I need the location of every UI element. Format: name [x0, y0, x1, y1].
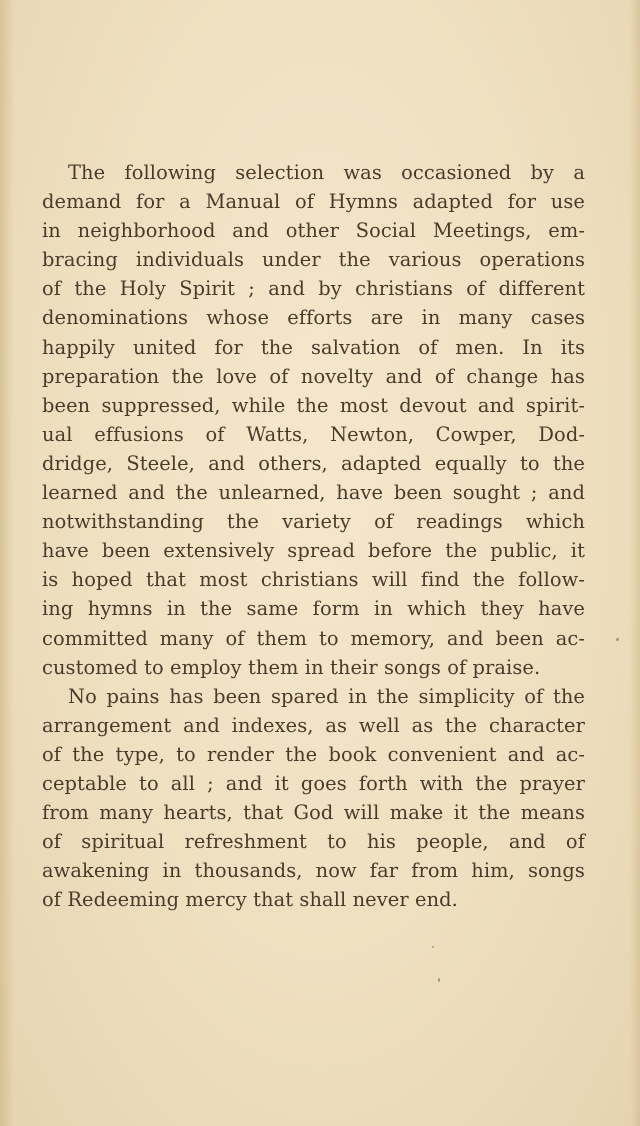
text-line: The following selection was occasioned by a [68, 161, 585, 184]
text-line: in neighborhood and other Social Meetings, em- [42, 219, 585, 243]
text-line: denominations whose efforts are in many cases [42, 306, 585, 330]
text-line: of the Holy Spirit ; and by christians of different [42, 277, 585, 301]
paper-speck [438, 978, 440, 982]
text-line: customed to employ them in their songs of praise. [42, 655, 541, 679]
text-line: awakening in thousands, now far from him, songs [42, 859, 585, 883]
text-line: dridge, Steele, and others, adapted equally to the [42, 451, 585, 475]
text-line: demand for a Manual of Hymns adapted for use [42, 190, 585, 214]
paper-speck [432, 946, 434, 948]
text-line: ceptable to all ; and it goes forth with the prayer [42, 771, 585, 795]
text-line: of the type, to render the book convenient and ac- [42, 742, 585, 766]
text-line: is hoped that most christians will find the follow- [42, 568, 585, 592]
preface-text [42, 158, 585, 914]
text-line: ual effusions of Watts, Newton, Cowper, Dod- [42, 422, 585, 446]
text-line: happily united for the salvation of men. In its [42, 335, 585, 359]
text-line: preparation the love of novelty and of change has [42, 364, 585, 388]
text-line: been suppressed, while the most devout and spirit- [42, 393, 585, 417]
text-line: No pains has been spared in the simplicity of the [68, 684, 585, 708]
text-line: notwithstanding the variety of readings which [42, 510, 585, 534]
text-line: arrangement and indexes, as well as the character [42, 713, 585, 737]
text-line: learned and the unlearned, have been sought ; and [42, 481, 585, 505]
text-line: of spiritual refreshment to his people, and of [42, 830, 585, 854]
paper-speck [616, 638, 619, 641]
text-line: from many hearts, that God will make it the means [42, 801, 585, 825]
text-line: committed many of them to memory, and been ac- [42, 626, 585, 650]
text-line: bracing individuals under the various operations [42, 248, 585, 272]
text-line: of Redeeming mercy that shall never end. [42, 888, 458, 912]
text-line: ing hymns in the same form in which they have [42, 597, 585, 621]
text-line: have been extensively spread before the public, it [42, 539, 585, 563]
